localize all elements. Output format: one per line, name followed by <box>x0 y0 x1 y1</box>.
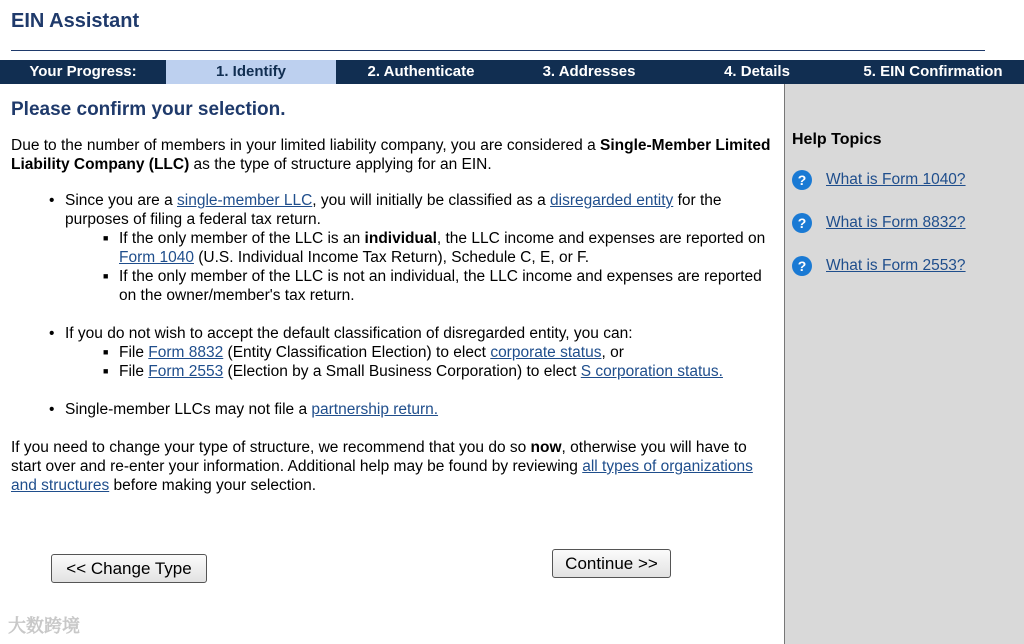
question-circle-icon: ? <box>792 170 812 190</box>
main-content <box>11 100 771 495</box>
question-circle-icon: ? <box>792 256 812 276</box>
s-corporation-status-link[interactable]: S corporation status. <box>580 363 723 380</box>
help-item-form-8832 <box>792 213 966 233</box>
progress-step-addresses: 3. Addresses <box>542 63 636 80</box>
structure-type: Single-Member Limited Liability Company (LLC) <box>11 137 771 173</box>
progress-bar <box>0 60 1024 84</box>
closing-text: , otherwise you will have to start over and re-enter your information. Additional help may be found by reviewing <box>11 439 747 475</box>
intro-text: Due to the number of members in your limited liability company, you are considered a <box>11 137 600 154</box>
help-link-form-1040[interactable]: What is Form 1040? <box>826 171 966 188</box>
bullet-text: (Election by a Small Business Corporation) to elect <box>223 363 581 380</box>
bullet-text: (Entity Classification Election) to elect <box>223 344 491 361</box>
partnership-return-link[interactable]: partnership return. <box>311 401 439 418</box>
form-8832-link[interactable]: Form 8832 <box>148 344 224 361</box>
list-item <box>49 400 771 419</box>
partnership-list <box>49 400 771 419</box>
bullet-text: File <box>119 363 149 380</box>
list-item <box>103 343 771 362</box>
bullet-text: , you will initially be classified as a <box>312 192 551 209</box>
bullet-text: , the LLC income and expenses are reported on <box>436 230 766 247</box>
watermark: 大数跨境 <box>8 616 80 636</box>
progress-label: Your Progress: <box>29 63 137 80</box>
classification-list <box>49 191 771 305</box>
bold-text: individual <box>364 230 437 247</box>
list-item <box>103 229 771 267</box>
progress-step-ein-confirmation: 5. EIN Confirmation <box>863 63 1003 80</box>
closing-text: before making your selection. <box>109 477 316 494</box>
list-item <box>49 324 771 381</box>
corporate-status-link[interactable]: corporate status <box>490 344 602 361</box>
bullet-text: If you do not wish to accept the default classification of disregarded entity, you can: <box>65 325 633 342</box>
progress-step-authenticate: 2. Authenticate <box>367 63 475 80</box>
help-link-form-2553[interactable]: What is Form 2553? <box>826 257 966 274</box>
question-circle-icon: ? <box>792 213 812 233</box>
closing-text: If you need to change your type of structure, we recommend that you do so <box>11 439 531 456</box>
alternatives-list <box>49 324 771 381</box>
closing-paragraph <box>11 438 771 495</box>
title-divider <box>11 50 985 51</box>
bullet-text: File <box>119 344 149 361</box>
bullet-text: for the purposes of filing a federal tax return. <box>65 192 722 228</box>
page-title: Please confirm your selection. <box>11 99 286 120</box>
bullet-text: Since you are a <box>65 192 178 209</box>
bold-text: now <box>530 439 562 456</box>
help-sidebar <box>784 84 1024 644</box>
change-type-button[interactable]: << Change Type <box>51 554 207 583</box>
help-link-form-8832[interactable]: What is Form 8832? <box>826 214 966 231</box>
disregarded-entity-link[interactable]: disregarded entity <box>550 192 674 209</box>
all-types-link[interactable]: all types of organizations and structures <box>11 458 753 494</box>
help-item-form-1040 <box>792 170 966 190</box>
app-title: EIN Assistant <box>11 10 140 32</box>
form-2553-link[interactable]: Form 2553 <box>148 363 224 380</box>
continue-button[interactable]: Continue >> <box>552 549 671 578</box>
single-member-llc-link[interactable]: single-member LLC <box>177 192 313 209</box>
list-item <box>49 191 771 305</box>
progress-step-identify: 1. Identify <box>166 60 336 84</box>
bullet-text: Single-member LLCs may not file a <box>65 401 312 418</box>
form-1040-link[interactable]: Form 1040 <box>119 249 194 266</box>
help-item-form-2553 <box>792 256 966 276</box>
intro-paragraph <box>11 136 771 174</box>
bullet-text: If the only member of the LLC is an <box>119 230 365 247</box>
bullet-text: , or <box>601 344 624 361</box>
list-item: ■ If the only member of the LLC is not an individual, the LLC income and expenses are reported on the owner/member's tax return. <box>103 267 771 305</box>
list-item <box>103 362 771 381</box>
intro-text-end: as the type of structure applying for an EIN. <box>189 156 492 173</box>
help-topics-title: Help Topics <box>792 131 882 148</box>
progress-step-details: 4. Details <box>724 63 790 80</box>
bullet-text: (U.S. Individual Income Tax Return), Schedule C, E, or F. <box>193 249 590 266</box>
